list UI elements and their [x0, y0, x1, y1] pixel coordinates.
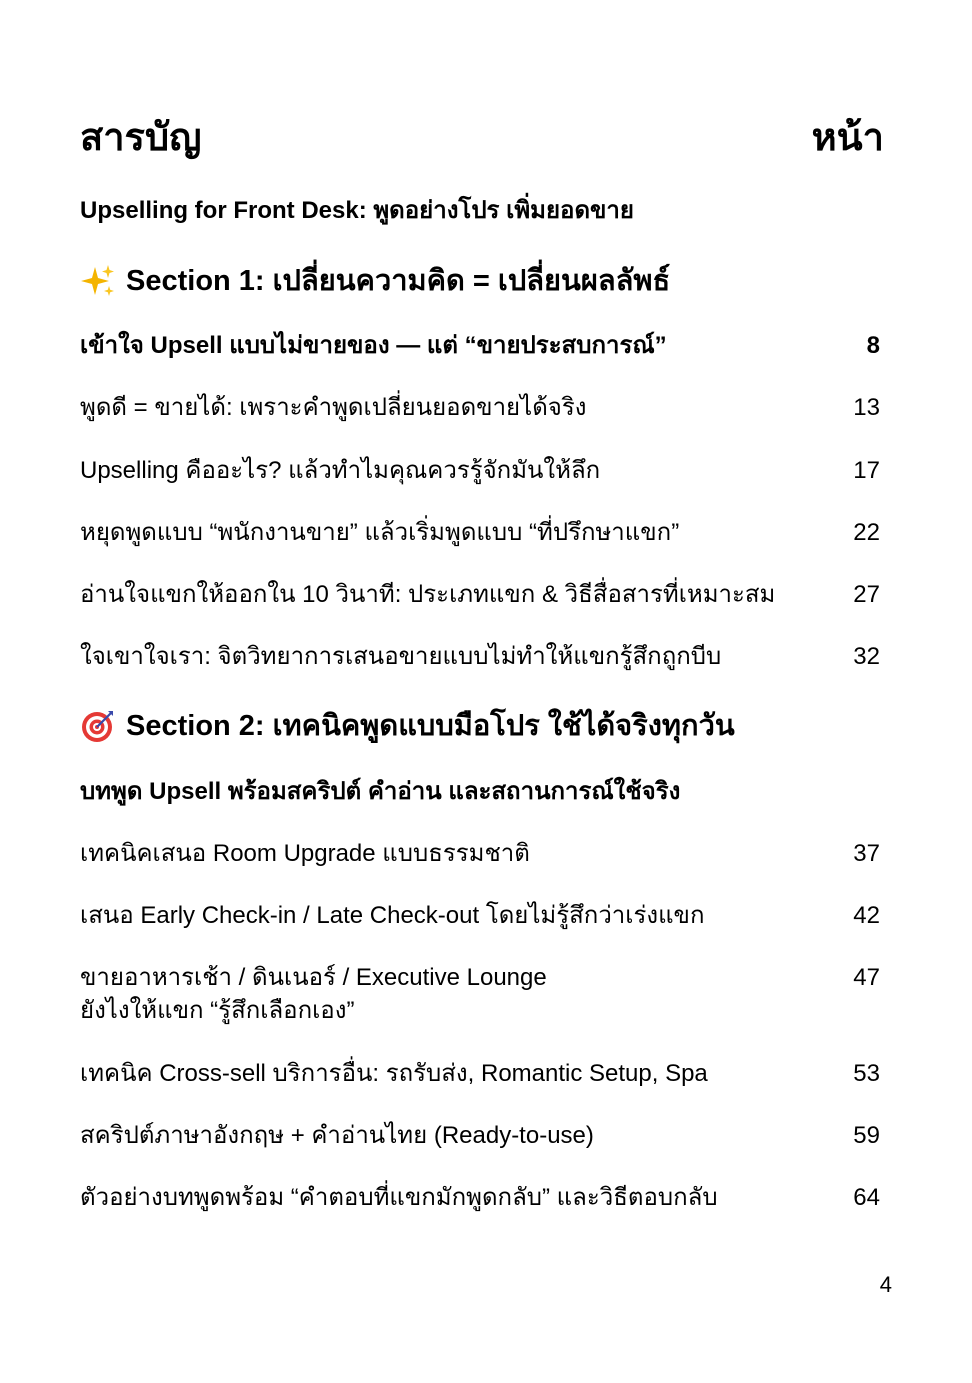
- toc-entry-page: 64: [853, 1184, 880, 1211]
- toc-entry[interactable]: [80, 578, 880, 611]
- toc-entry-title: เทคนิค Cross-sell บริการอื่น: รถรับส่ง, Romantic Setup, Spa: [80, 1060, 708, 1087]
- toc-entry-title: [80, 961, 547, 1027]
- toc-entry[interactable]: [80, 454, 880, 487]
- toc-entry-title: สคริปต์ภาษาอังกฤษ + คำอ่านไทย (Ready-to-use): [80, 1122, 594, 1149]
- toc-entry-page: 13: [853, 394, 880, 421]
- toc-entry-title: หยุดพูดแบบ “พนักงานขาย” แล้วเริ่มพูดแบบ “ที่ปรึกษาแขก”: [80, 519, 680, 546]
- page-number: 4: [879, 1272, 892, 1297]
- section-2-heading: [80, 706, 735, 746]
- toc-entry-title: Upselling คืออะไร? แล้วทำไมคุณควรรู้จักมันให้ลึก: [80, 457, 601, 484]
- toc-entry-page: 22: [853, 519, 880, 546]
- toc-entry-title: เทคนิคเสนอ Room Upgrade แบบธรรมชาติ: [80, 840, 530, 867]
- toc-entry-page: 27: [853, 581, 880, 608]
- toc-entry-page: 53: [853, 1060, 880, 1087]
- toc-title: สารบัญ: [80, 117, 202, 159]
- toc-entry[interactable]: [80, 391, 880, 424]
- toc-entry-title: อ่านใจแขกให้ออกใน 10 วินาที: ประเภทแขก & วิธีสื่อสารที่เหมาะสม: [80, 581, 776, 608]
- toc-entry-page: 8: [866, 332, 880, 359]
- section-2-title: Section 2: เทคนิคพูดแบบมือโปร ใช้ได้จริงทุกวัน: [126, 710, 735, 742]
- toc-entry[interactable]: [80, 1119, 880, 1152]
- toc-entry-page: 17: [853, 457, 880, 484]
- toc-entry[interactable]: [80, 640, 880, 673]
- toc-entry-page: 42: [853, 902, 880, 929]
- sparkles-icon: [80, 263, 116, 299]
- toc-entry-title-line2: ยังไงให้แขก “รู้สึกเลือกเอง”: [80, 997, 355, 1024]
- section-1-title: Section 1: เปลี่ยนความคิด = เปลี่ยนผลลัพธ์: [126, 265, 671, 297]
- toc-entry-title-line1: ขายอาหารเช้า / ดินเนอร์ / Executive Lounge: [80, 964, 547, 991]
- toc-entry[interactable]: [80, 329, 880, 362]
- toc-entry-title: เสนอ Early Check-in / Late Check-out โดยไม่รู้สึกว่าเร่งแขก: [80, 902, 705, 929]
- section-2-subheading: บทพูด Upsell พร้อมสคริปต์ คำอ่าน และสถานการณ์ใช้จริง: [80, 778, 681, 805]
- target-icon: [80, 708, 116, 744]
- toc-entry-page: 32: [853, 643, 880, 670]
- toc-entry[interactable]: [80, 837, 880, 870]
- toc-entry-title: ใจเขาใจเรา: จิตวิทยาการเสนอขายแบบไม่ทำให้แขกรู้สึกถูกบีบ: [80, 643, 722, 670]
- toc-entry-title: ตัวอย่างบทพูดพร้อม “คำตอบที่แขกมักพูดกลับ” และวิธีตอบกลับ: [80, 1184, 718, 1211]
- toc-entry[interactable]: [80, 516, 880, 549]
- toc-entry-page: 37: [853, 840, 880, 867]
- toc-entry-title: พูดดี = ขายได้: เพราะคำพูดเปลี่ยนยอดขายได้จริง: [80, 394, 587, 421]
- toc-entry[interactable]: [80, 961, 880, 1027]
- page-column-heading: หน้า: [811, 117, 884, 159]
- toc-entry[interactable]: [80, 1057, 880, 1090]
- toc-entry-title: เข้าใจ Upsell แบบไม่ขายของ — แต่ “ขายประสบการณ์”: [80, 332, 667, 359]
- toc-entry[interactable]: [80, 1181, 880, 1214]
- toc-entry-page: 47: [853, 964, 880, 991]
- toc-header: [80, 112, 884, 164]
- book-title: Upselling for Front Desk: พูดอย่างโปร เพิ่มยอดขาย: [80, 197, 634, 224]
- toc-entry-page: 59: [853, 1122, 880, 1149]
- toc-entry[interactable]: [80, 899, 880, 932]
- section-1-heading: [80, 261, 670, 301]
